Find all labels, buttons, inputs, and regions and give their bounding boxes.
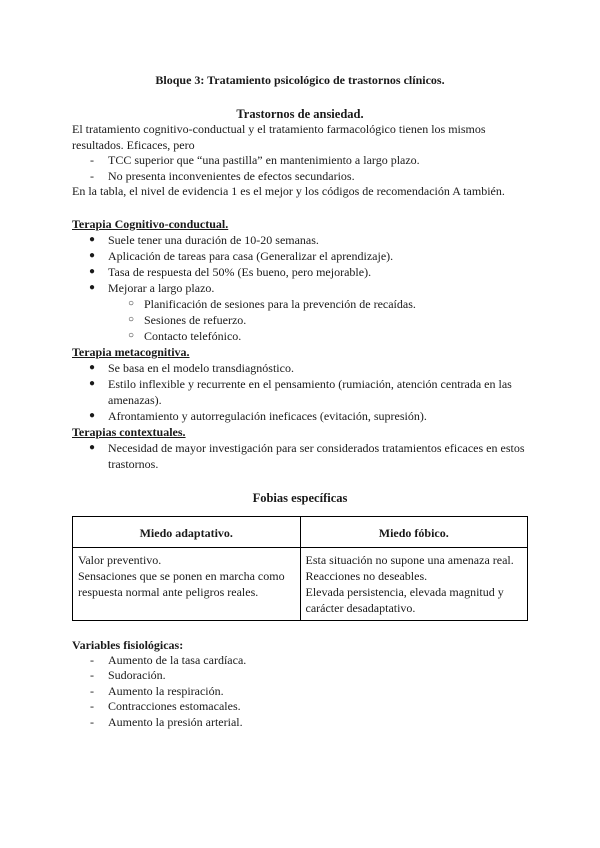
tcc-heading: Terapia Cognitivo-conductual. — [72, 216, 229, 231]
table-header-adaptive: Miedo adaptativo. — [73, 516, 301, 547]
anxiety-intro: El tratamiento cognitivo-conductual y el tratamiento farmacológico tienen los mismos resultados. Eficaces, pero — [72, 122, 486, 152]
bullet-icon: ● — [89, 249, 96, 261]
bullet-icon: ● — [89, 409, 96, 421]
list-item: ● Suele tener una duración de 10-20 semanas. — [89, 232, 319, 247]
cell-line: Esta situación no supone una amenaza real. — [305, 552, 514, 567]
document-page — [72, 72, 528, 730]
table-header-phobic: Miedo fóbico. — [300, 516, 528, 547]
bullet-icon: ● — [89, 377, 96, 389]
bullet-icon: ● — [89, 265, 96, 277]
physiological-list — [72, 653, 528, 731]
bullet-icon: ● — [89, 233, 96, 245]
list-item: ● Afrontamiento y autorregulación ineficaces (evitación, supresión). — [89, 408, 427, 423]
list-item: ● Aplicación de tareas para casa (Generalizar el aprendizaje). — [89, 248, 394, 263]
physiological-heading: Variables fisiológicas: — [72, 637, 184, 652]
circle-bullet-icon: ○ — [128, 297, 135, 309]
tcc-sub-list — [72, 296, 528, 344]
metacognitive-list — [72, 360, 528, 424]
bullet-icon: ● — [89, 361, 96, 373]
tcc-list — [72, 232, 528, 296]
document-title: Bloque 3: Tratamiento psicológico de trastornos clínicos. — [155, 73, 445, 87]
sub-list-item: ○ Sesiones de refuerzo. — [128, 312, 247, 327]
evidence-note: En la tabla, el nivel de evidencia 1 es el mejor y los códigos de recomendación A también. — [72, 184, 505, 198]
list-item: - No presenta inconvenientes de efectos secundarios. — [72, 169, 528, 185]
anxiety-dash-list — [72, 153, 528, 184]
table-row — [73, 547, 528, 620]
circle-bullet-icon: ○ — [128, 329, 135, 341]
list-item: - Aumento la respiración. — [72, 684, 528, 700]
contextual-heading: Terapias contextuales. — [72, 424, 186, 439]
fear-comparison-table — [72, 516, 528, 621]
metacognitive-heading: Terapia metacognitiva. — [72, 344, 190, 359]
bullet-icon: ● — [89, 441, 96, 453]
sub-list-item: ○ Contacto telefónico. — [128, 328, 242, 343]
list-item: ● Se basa en el modelo transdiagnóstico. — [89, 360, 294, 375]
cell-line: Valor preventivo. — [78, 552, 162, 567]
list-item: - Contracciones estomacales. — [72, 699, 528, 715]
list-item: - Aumento la presión arterial. — [72, 715, 528, 731]
list-item: ● Necesidad de mayor investigación para ser considerados tratamientos eficaces en estos trastornos. — [89, 440, 525, 471]
list-item: - TCC superior que “una pastilla” en mantenimiento a largo plazo. — [72, 153, 528, 169]
phobic-cell — [300, 547, 528, 620]
table-header-row — [73, 516, 528, 547]
sub-list-item: ○ Planificación de sesiones para la prevención de recaídas. — [128, 296, 416, 311]
cell-line: Reacciones no deseables. — [305, 568, 428, 583]
list-item: ● Estilo inflexible y recurrente en el pensamiento (rumiación, atención centrada en las amenazas). — [89, 376, 512, 407]
contextual-list — [72, 440, 528, 472]
bullet-icon: ● — [89, 281, 96, 293]
list-item: - Sudoración. — [72, 668, 528, 684]
cell-line: Sensaciones que se ponen en marcha como respuesta normal ante peligros reales. — [78, 568, 285, 599]
anxiety-heading: Trastornos de ansiedad. — [236, 107, 364, 121]
phobias-heading: Fobias específicas — [252, 490, 348, 505]
adaptive-cell — [73, 547, 301, 620]
list-item: ● Mejorar a largo plazo. — [89, 280, 215, 295]
list-item: ● Tasa de respuesta del 50% (Es bueno, pero mejorable). — [89, 264, 372, 279]
circle-bullet-icon: ○ — [128, 313, 135, 325]
cell-line: Elevada persistencia, elevada magnitud y carácter desadaptativo. — [305, 584, 504, 615]
list-item: - Aumento de la tasa cardíaca. — [72, 653, 528, 669]
